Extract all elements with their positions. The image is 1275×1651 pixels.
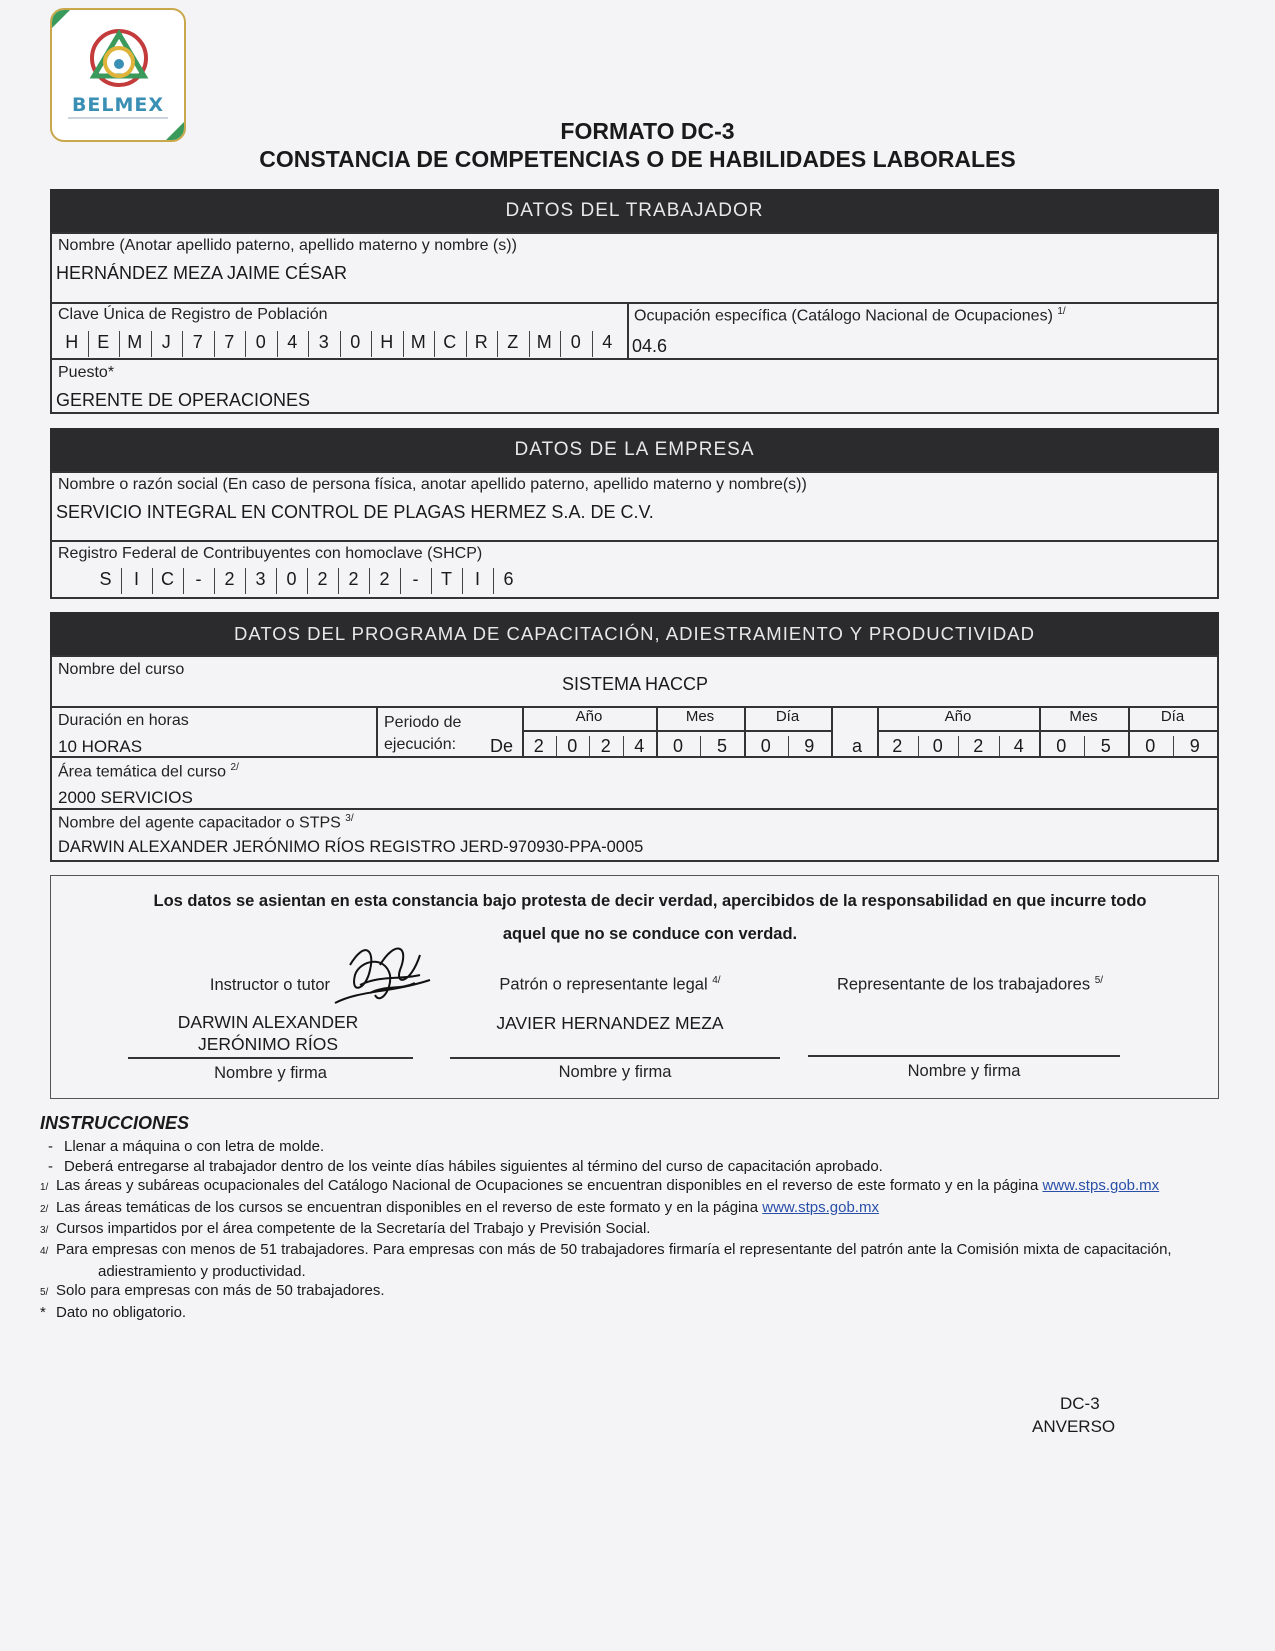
curp-char: 7	[224, 332, 235, 352]
curp-char: 7	[192, 332, 203, 352]
instructor-signature	[330, 935, 440, 1015]
curp-char: Z	[507, 332, 519, 352]
rfc-char: -	[412, 569, 419, 589]
curp-char: E	[97, 332, 110, 352]
instruction-item: - Llenar a máquina o con letra de molde.	[48, 1138, 325, 1156]
start-year-digit: 4	[634, 736, 645, 756]
declaration-text: Los datos se asientan en esta constancia bajo protesta de decir verdad, apercibidos de la responsabilidad en que incurre todo aquel que no se conduce con verdad.	[153, 892, 1147, 943]
instructor-name-line-2: JERÓNIMO RÍOS	[197, 1034, 338, 1054]
period-from-label: De	[490, 736, 514, 756]
rfc-char: 0	[286, 569, 297, 589]
curp-char: M	[536, 332, 552, 352]
curp-char: M	[410, 332, 426, 352]
form-title: FORMATO DC-3	[560, 118, 735, 144]
stps-link[interactable]: www.stps.gob.mx	[1042, 1177, 1160, 1195]
agent-label: Nombre del agente capacitador o STPS $^{3/}$	[58, 813, 354, 832]
worker-section-header: DATOS DEL TRABAJADOR	[50, 189, 1219, 233]
rfc-char: 3	[255, 569, 266, 589]
start-year-digit: 0	[567, 736, 578, 756]
worker-name-label: Nombre (Anotar apellido paterno, apellido materno y nombre (s))	[58, 237, 517, 254]
start-year-label: Año	[575, 708, 603, 725]
period-label-1: Periodo de	[384, 714, 462, 731]
end-month-digit: 0	[1056, 736, 1067, 756]
occupation-value: 04.6	[632, 336, 668, 356]
workers-rep-label: Representante de los trabajadores $^{5/}$	[836, 975, 1104, 994]
instructions-title: INSTRUCCIONES	[40, 1113, 190, 1133]
curp-char: J	[161, 332, 171, 352]
curp-char: H	[65, 332, 79, 352]
curp-char: 4	[602, 332, 613, 352]
rfc-char: 2	[317, 569, 328, 589]
execution-dates	[0, 733, 1275, 757]
company-name-value: SERVICIO INTEGRAL EN CONTROL DE PLAGAS HERMEZ S.A. DE C.V.	[56, 502, 654, 522]
rfc-char: I	[133, 569, 139, 589]
program-section-header: DATOS DEL PROGRAMA DE CAPACITACIÓN, ADIESTRAMIENTO Y PRODUCTIVIDAD	[50, 612, 1219, 656]
end-year-digit: 0	[932, 736, 943, 756]
end-year-digit: 2	[973, 736, 984, 756]
footer-side: ANVERSO	[1032, 1417, 1116, 1436]
start-year-digit: 2	[600, 736, 611, 756]
area-value: 2000 SERVICIOS	[58, 788, 193, 807]
rfc-char: T	[441, 569, 452, 589]
rfc-label: Registro Federal de Contribuyentes con homoclave (SHCP)	[58, 545, 483, 562]
instruction-item: 1/ Las áreas y subáreas ocupacionales del Catálogo Nacional de Ocupaciones se encuentran disponibles en el reverso de este formato y en la página www.stps.gob.mx	[40, 1177, 1160, 1195]
curp-char: R	[474, 332, 488, 352]
end-year-label: Año	[944, 708, 972, 725]
curp-char: H	[380, 332, 394, 352]
instruction-item: 2/ Las áreas temáticas de los cursos se encuentran disponibles en el reverso de este formato y en la página www.stps.gob.mx	[40, 1198, 879, 1216]
start-day-label: Día	[775, 708, 800, 725]
worker-name-value: HERNÁNDEZ MEZA JAIME CÉSAR	[56, 263, 348, 283]
instruction-item: 5/ Solo para empresas con más de 50 trabajadores.	[40, 1282, 385, 1300]
end-year-digit: 4	[1013, 736, 1024, 756]
end-day-label: Día	[1160, 708, 1185, 725]
curp-char: 0	[350, 332, 361, 352]
curp-char: 0	[570, 332, 581, 352]
instructor-name-line-1: DARWIN ALEXANDER	[177, 1012, 359, 1032]
course-value: SISTEMA HACCP	[561, 674, 709, 694]
rfc-char: S	[99, 569, 112, 589]
footer-code: DC-3	[1060, 1394, 1100, 1413]
curp-field	[56, 331, 626, 359]
period-label-2: ejecución:	[384, 736, 457, 753]
instructions	[40, 1114, 1190, 1322]
curp-char: M	[127, 332, 143, 352]
start-month-label: Mes	[685, 708, 715, 725]
stps-link[interactable]: www.stps.gob.mx	[762, 1198, 879, 1216]
instruction-item: 3/ Cursos impartidos por el área competente de la Secretaría del Trabajo y Previsión Social.	[40, 1220, 651, 1238]
instruction-item-continuation: adiestramiento y productividad.	[98, 1262, 306, 1280]
start-year-digit: 2	[533, 736, 544, 756]
curp-char: 4	[287, 332, 298, 352]
rfc-char: 2	[379, 569, 390, 589]
curp-char: 0	[255, 332, 266, 352]
instruction-item: * Dato no obligatorio.	[40, 1303, 187, 1321]
company-section-header: DATOS DE LA EMPRESA	[50, 428, 1219, 472]
position-value: GERENTE DE OPERACIONES	[56, 390, 311, 410]
company-name-label: Nombre o razón social (En caso de persona física, anotar apellido paterno, apellido materno y nombre(s))	[58, 476, 807, 493]
rfc-char: C	[161, 569, 174, 589]
start-day-digit: 0	[760, 736, 771, 756]
end-year-digit: 2	[892, 736, 903, 756]
curp-char: C	[443, 332, 457, 352]
start-month-digit: 0	[672, 736, 683, 756]
employer-label: Patrón o representante legal $^{4/}$	[499, 975, 721, 994]
start-day-digit: 9	[804, 736, 815, 756]
logo-brand-text: BELMEX	[71, 94, 165, 116]
end-month-label: Mes	[1069, 708, 1098, 725]
employer-name: JAVIER HERNANDEZ MEZA	[496, 1013, 724, 1033]
rfc-char: 2	[348, 569, 359, 589]
end-day-digit: 0	[1145, 736, 1156, 756]
workers-rep-sign-caption: Nombre y firma	[907, 1062, 1021, 1080]
employer-sign-caption: Nombre y firma	[558, 1063, 672, 1081]
instruction-item: - Deberá entregarse al trabajador dentro de los veinte días hábiles siguientes al término del curso de capacitación aprobado.	[48, 1157, 883, 1175]
curp-label: Clave Única de Registro de Población	[58, 306, 328, 323]
duration-label: Duración en horas	[58, 712, 189, 729]
agent-value: DARWIN ALEXANDER JERÓNIMO RÍOS REGISTRO JERD-970930-PPA-0005	[58, 838, 644, 856]
rfc-char: -	[195, 569, 202, 589]
start-month-digit: 5	[716, 736, 727, 756]
end-day-digit: 9	[1189, 736, 1200, 756]
area-label: Área temática del curso $^{2/}$	[58, 762, 239, 781]
rfc-char: 6	[503, 569, 514, 589]
form-subtitle: CONSTANCIA DE COMPETENCIAS O DE HABILIDADES LABORALES	[259, 146, 1016, 172]
end-month-digit: 5	[1100, 736, 1111, 756]
course-label: Nombre del curso	[58, 661, 185, 678]
period-to-label: a	[852, 736, 863, 756]
rfc-field	[90, 568, 530, 596]
instruction-item: 4/ Para empresas con menos de 51 trabajadores. Para empresas con más de 50 trabajadores firmaría el representante del patrón ante la Comisión mixta de capacitación,	[40, 1241, 1172, 1259]
curp-char: 3	[318, 332, 329, 352]
position-label: Puesto*	[58, 364, 115, 381]
rfc-char: I	[474, 569, 480, 589]
logo-emblem-icon	[82, 24, 156, 94]
occupation-label: Ocupación específica (Catálogo Nacional de Ocupaciones) $^{1/}$	[634, 306, 1066, 325]
duration-value: 10 HORAS	[58, 737, 143, 756]
instructor-sign-caption: Nombre y firma	[214, 1064, 327, 1082]
instructor-label: Instructor o tutor	[209, 976, 331, 994]
rfc-char: 2	[224, 569, 235, 589]
